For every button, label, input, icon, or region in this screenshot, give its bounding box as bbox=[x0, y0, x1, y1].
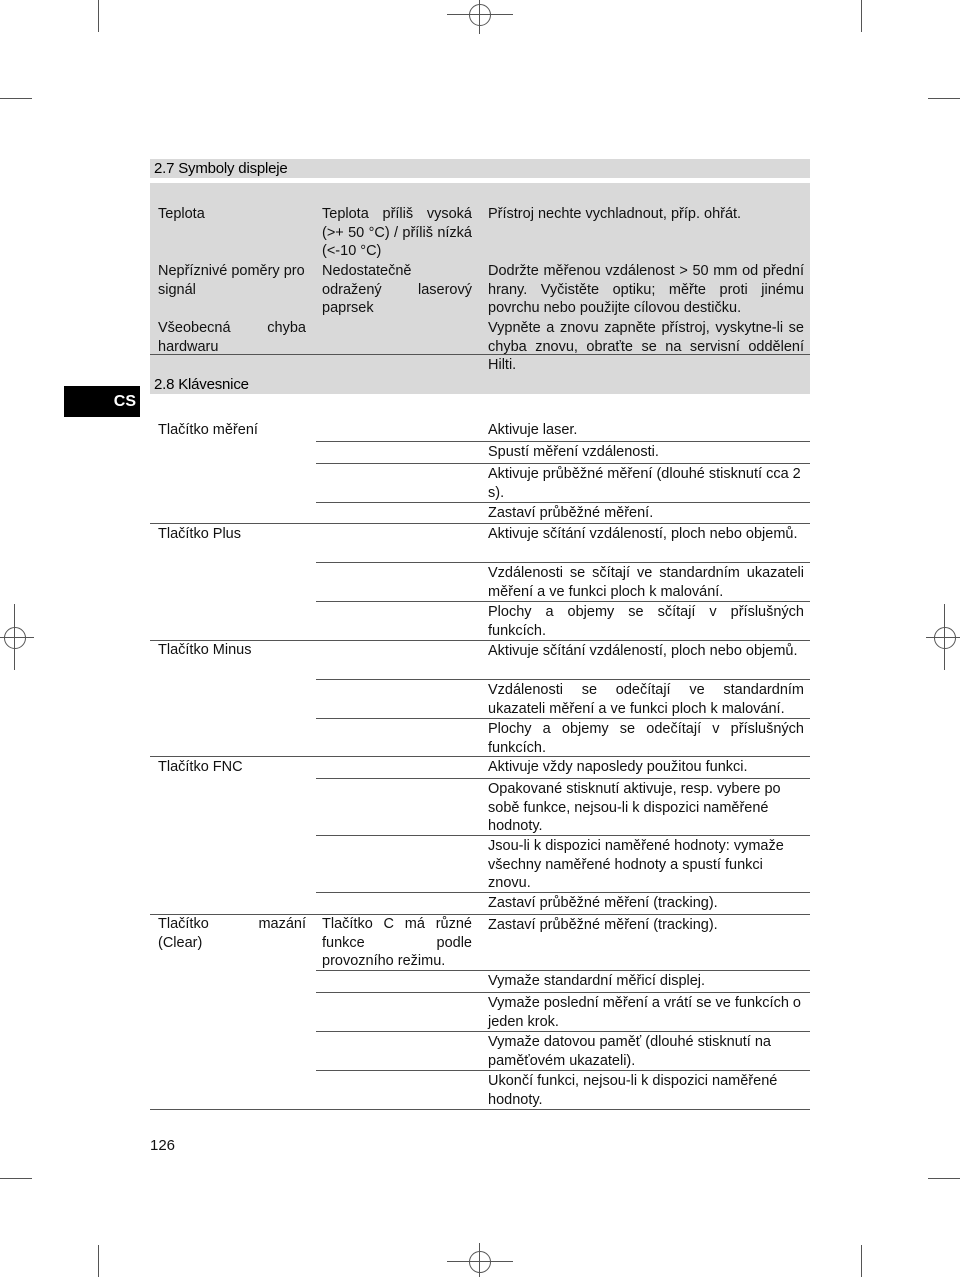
function-item: Vzdálenosti se odečítají ve standardním ukazateli měření a ve funkci ploch k malování. bbox=[488, 682, 804, 717]
section-keypad bbox=[150, 375, 810, 1114]
function-item: Aktivuje laser. bbox=[488, 422, 578, 438]
function-item: Plochy a objemy se odečítají v příslušných funkcích. bbox=[488, 721, 804, 756]
row-label: Nepříznivé poměry pro signál bbox=[158, 263, 305, 298]
function-item: Aktivuje sčítání vzdáleností, ploch nebo objemů. bbox=[488, 526, 798, 542]
key-plus: Tlačítko Plus bbox=[158, 526, 241, 542]
row-action: Dodržte měřenou vzdálenost > 50 mm od přední hrany. Vyčistěte optiku; měřte proti jinému povrchu nebo použijte cílovou destičku. bbox=[488, 263, 804, 316]
function-item: Spustí měření vzdálenosti. bbox=[488, 444, 659, 460]
row-action: Vypněte a znovu zapněte přístroj, vyskytne-li se chyba znovu, obraťte se na servisní oddělení Hilti. bbox=[488, 320, 804, 373]
function-item: Jsou-li k dispozici naměřené hodnoty: vymaže všechny naměřené hodnoty a spustí funkci znovu. bbox=[488, 838, 784, 891]
page-number: 126 bbox=[150, 1137, 176, 1154]
section-display-symbols bbox=[150, 159, 810, 375]
clear-note: Tlačítko C má různé funkce podle provozního režimu. bbox=[322, 916, 472, 969]
section-title: 2.8 Klávesnice bbox=[150, 375, 810, 394]
function-item: Aktivuje vždy naposledy použitou funkci. bbox=[488, 759, 748, 775]
function-item: Vzdálenosti se sčítají ve standardním ukazateli měření a ve funkci ploch k malování. bbox=[488, 565, 804, 600]
section-title: 2.7 Symboly displeje bbox=[150, 159, 810, 178]
language-tab: CS bbox=[64, 386, 140, 417]
row-action: Přístroj nechte vychladnout, příp. ohřát. bbox=[488, 206, 742, 222]
function-item: Opakované stisknutí aktivuje, resp. vybere po sobě funkce, nejsou-li k dispozici naměřené hodnoty. bbox=[488, 781, 781, 834]
row-cause: Nedostatečně odražený laserový paprsek bbox=[322, 263, 472, 316]
display-symbols-table bbox=[150, 183, 810, 375]
function-item: Vymaže poslední měření a vrátí se ve funkcích o jeden krok. bbox=[488, 995, 801, 1030]
key-fnc: Tlačítko FNC bbox=[158, 759, 243, 775]
function-item: Zastaví průběžné měření (tracking). bbox=[488, 895, 718, 911]
row-cause: Teplota příliš vysoká (>+ 50 °C) / příliš nízká (<-10 °C) bbox=[322, 206, 472, 259]
key-measure: Tlačítko měření bbox=[158, 422, 258, 438]
key-clear: Tlačítko mazání (Clear) bbox=[158, 916, 306, 951]
function-item: Zastaví průběžné měření (tracking). bbox=[488, 917, 718, 933]
keypad-table bbox=[150, 394, 810, 1114]
function-item: Aktivuje průběžné měření (dlouhé stisknutí cca 2 s). bbox=[488, 466, 801, 501]
function-item: Ukončí funkci, nejsou-li k dispozici naměřené hodnoty. bbox=[488, 1073, 778, 1108]
function-item: Vymaže standardní měřicí displej. bbox=[488, 973, 706, 989]
row-label: Všeobecná chyba hardwaru bbox=[158, 320, 306, 355]
function-item: Aktivuje sčítání vzdáleností, ploch nebo objemů. bbox=[488, 643, 798, 659]
function-item: Zastaví průběžné měření. bbox=[488, 505, 654, 521]
function-item: Plochy a objemy se sčítají v příslušných funkcích. bbox=[488, 604, 804, 639]
key-minus: Tlačítko Minus bbox=[158, 642, 252, 658]
row-label: Teplota bbox=[158, 206, 205, 222]
function-item: Vymaže datovou paměť (dlouhé stisknutí na paměťovém ukazateli). bbox=[488, 1034, 771, 1069]
table-bottom-rule bbox=[150, 354, 810, 355]
